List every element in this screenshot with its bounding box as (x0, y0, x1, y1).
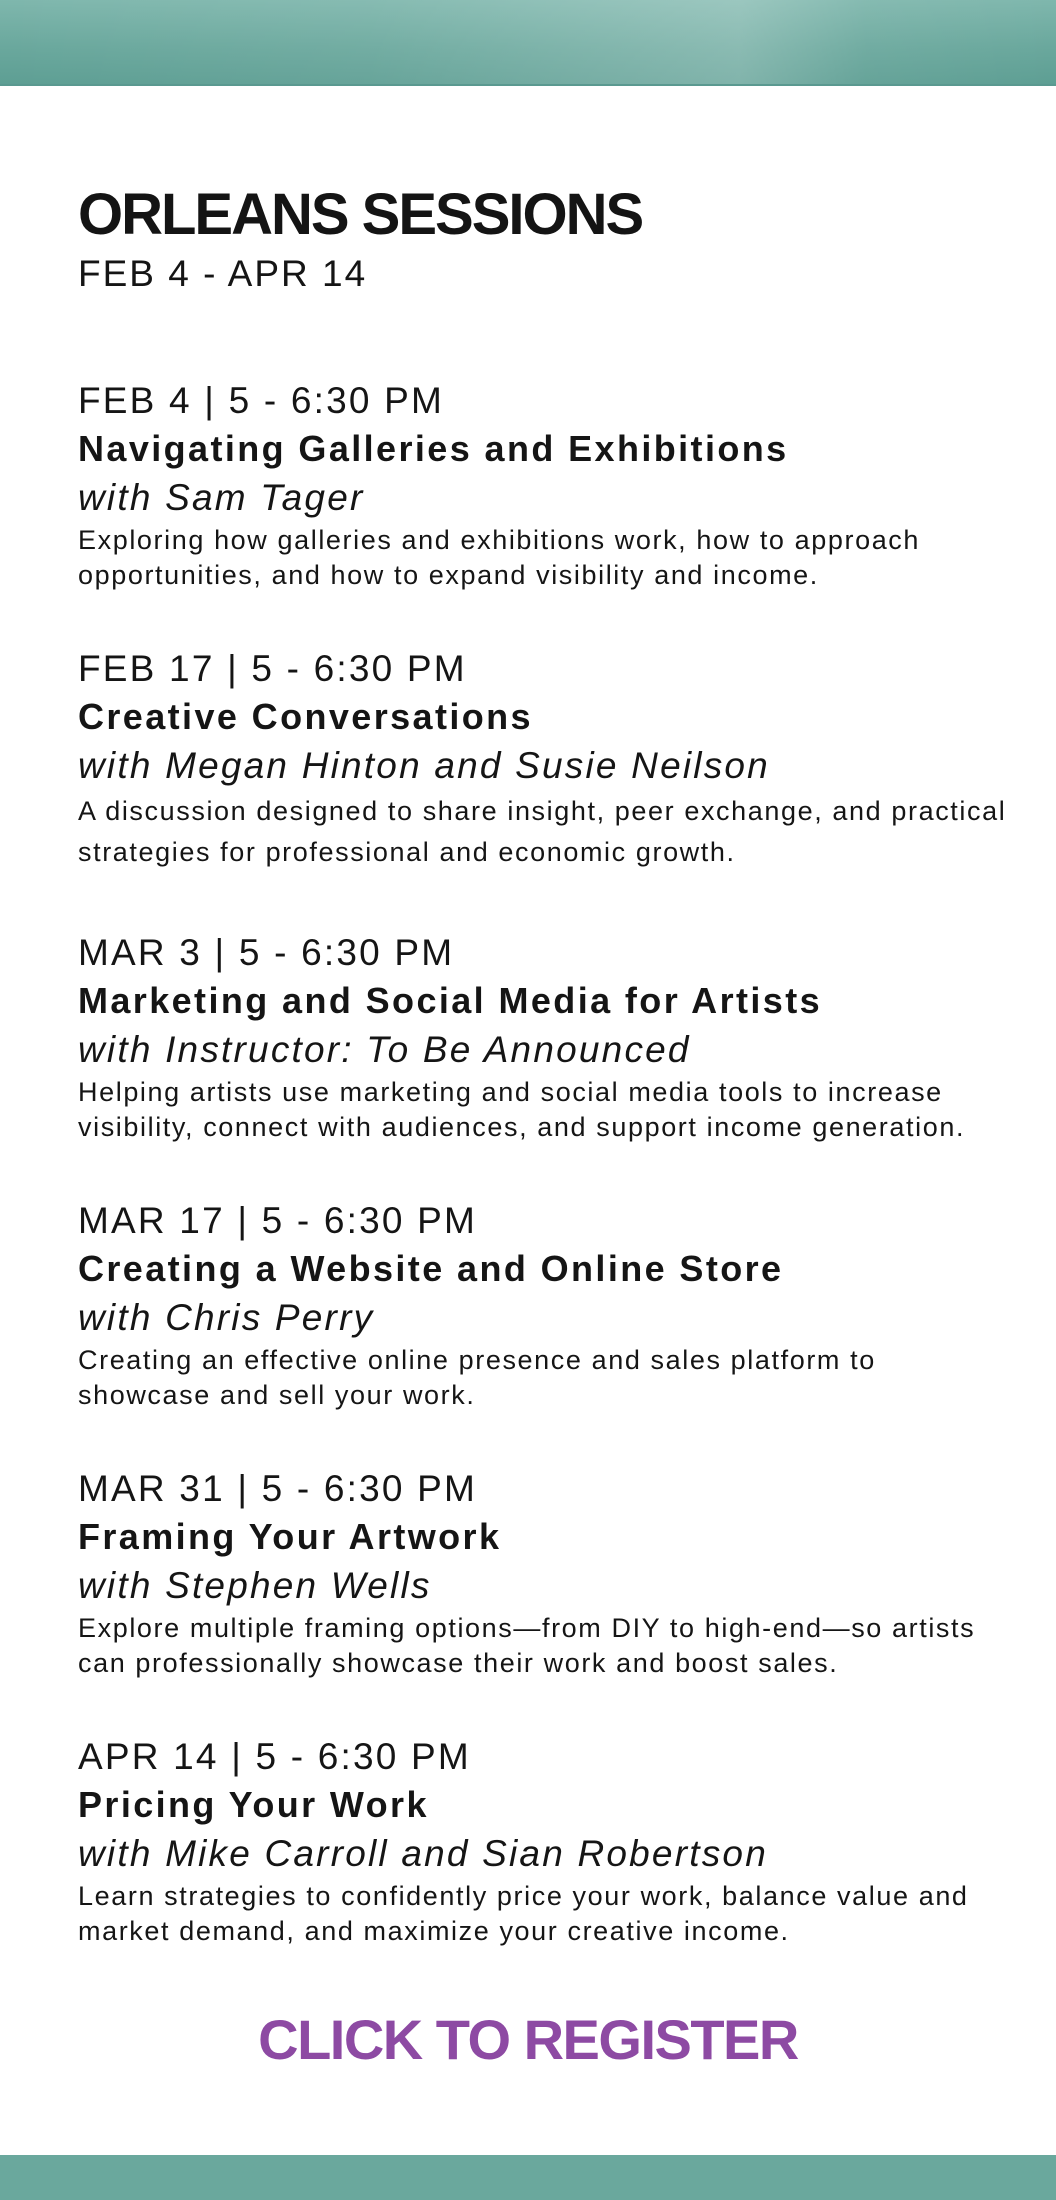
register-link[interactable]: CLICK TO REGISTER (258, 2008, 798, 2071)
session-date: FEB 17 | 5 - 6:30 PM (78, 648, 467, 689)
session-title: Creating a Website and Online Store (78, 1248, 784, 1289)
session-item (78, 929, 1008, 1145)
session-title: Marketing and Social Media for Artists (78, 980, 822, 1021)
session-description: Learn strategies to confidently price your work, balance value and market demand, and maximize your creative income. (78, 1881, 969, 1946)
session-instructor: with Sam Tager (78, 477, 365, 518)
session-date: MAR 17 | 5 - 6:30 PM (78, 1200, 478, 1241)
main-content (78, 180, 1008, 2001)
session-item (78, 1197, 1008, 1413)
session-date: APR 14 | 5 - 6:30 PM (78, 1736, 471, 1777)
session-instructor: with Megan Hinton and Susie Neilson (78, 745, 770, 786)
session-description: Explore multiple framing options—from DIY to high-end—so artists can professionally showcase their work and boost sales. (78, 1613, 976, 1678)
page-title: ORLEANS SESSIONS (78, 182, 643, 247)
session-item (78, 1733, 1008, 1949)
session-instructor: with Chris Perry (78, 1297, 375, 1338)
session-instructor: with Stephen Wells (78, 1565, 432, 1606)
session-title: Framing Your Artwork (78, 1516, 502, 1557)
session-list (78, 377, 1008, 1949)
session-title: Navigating Galleries and Exhibitions (78, 428, 789, 469)
session-description: Exploring how galleries and exhibitions work, how to approach opportunities, and how to expand visibility and income. (78, 525, 921, 590)
session-description: A discussion designed to share insight, peer exchange, and practical strategies for professional and economic growth. (78, 796, 1007, 867)
session-instructor: with Mike Carroll and Sian Robertson (78, 1833, 768, 1874)
session-date: MAR 31 | 5 - 6:30 PM (78, 1468, 478, 1509)
session-date: FEB 4 | 5 - 6:30 PM (78, 380, 445, 421)
session-item (78, 645, 1008, 873)
session-description: Helping artists use marketing and social media tools to increase visibility, connect with audiences, and support income generation. (78, 1077, 966, 1142)
bottom-decorative-band (0, 2155, 1056, 2200)
date-range: FEB 4 - APR 14 (78, 253, 368, 294)
session-title: Creative Conversations (78, 696, 533, 737)
session-item (78, 377, 1008, 593)
session-description: Creating an effective online presence and sales platform to showcase and sell your work. (78, 1345, 876, 1410)
session-title: Pricing Your Work (78, 1784, 429, 1825)
session-instructor: with Instructor: To Be Announced (78, 1029, 691, 1070)
session-item (78, 1465, 1008, 1681)
session-date: MAR 3 | 5 - 6:30 PM (78, 932, 455, 973)
top-decorative-band (0, 0, 1056, 86)
